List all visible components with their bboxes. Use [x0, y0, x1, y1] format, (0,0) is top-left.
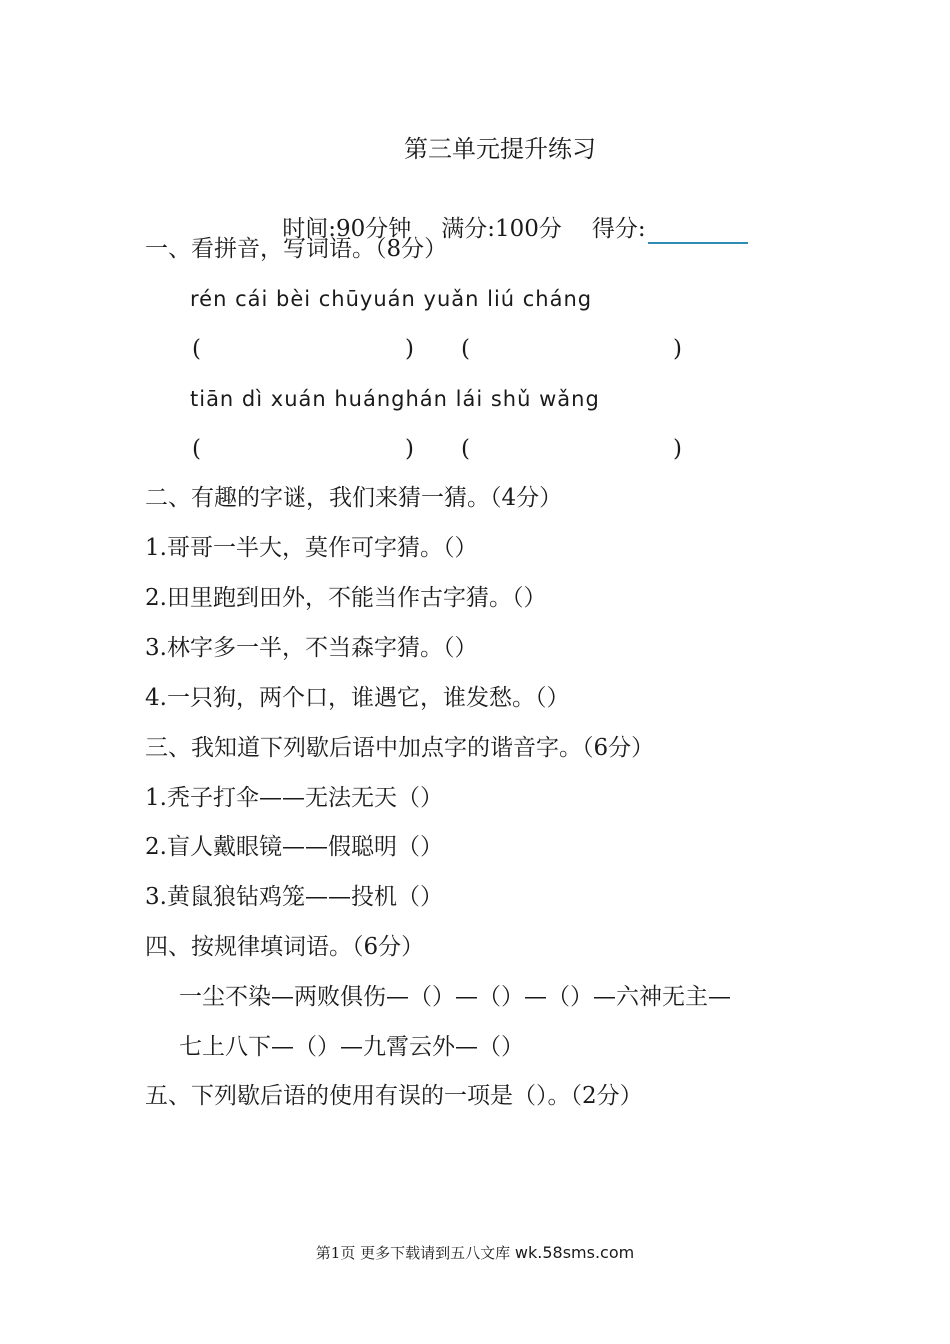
answer-paren-close: )	[405, 436, 414, 462]
section-1-heading: 一、看拼音，写词语。（8分）	[145, 236, 448, 262]
riddle-item: 4.一只狗，两个口，谁遇它，谁发愁。（）	[145, 685, 570, 711]
answer-paren-open: (	[192, 336, 201, 362]
section-4-heading: 四、按规律填词语。（6分）	[145, 934, 425, 960]
score-label: 得分:	[591, 216, 646, 242]
answer-paren-close: )	[673, 436, 682, 462]
xiehouyu-item: 1.秃子打伞——无法无天（）	[145, 785, 443, 811]
answer-paren-open: (	[461, 436, 470, 462]
pinyin-row-2: tiān dì xuán huánghán lái shǔ wǎng	[190, 387, 600, 411]
section-5-heading: 五、下列歇后语的使用有误的一项是（）。（2分）	[145, 1083, 643, 1109]
section-3-heading: 三、我知道下列歇后语中加点字的谐音字。（6分）	[145, 735, 655, 761]
riddle-item: 2.田里跑到田外，不能当作古字猜。（）	[145, 585, 547, 611]
pattern-line-1: 一尘不染—两败俱伤—（）—（）—（）—六神无主—	[179, 984, 731, 1010]
section-2-heading: 二、有趣的字谜，我们来猜一猜。（4分）	[145, 485, 563, 511]
pinyin-row-1: rén cái bèi chūyuán yuǎn liú cháng	[190, 287, 593, 311]
answer-paren-close: )	[673, 336, 682, 362]
riddle-item: 3.林字多一半，不当森字猜。（）	[145, 635, 478, 661]
footer-page-text: 第1页 更多下载请到五八文库	[315, 1244, 511, 1262]
answer-paren-open: (	[461, 336, 470, 362]
page-footer	[0, 1242, 950, 1264]
xiehouyu-item: 2.盲人戴眼镜——假聪明（）	[145, 834, 443, 860]
answer-paren-close: )	[405, 336, 414, 362]
footer-site-link[interactable]: wk.58sms.com	[514, 1243, 635, 1262]
answer-paren-open: (	[192, 436, 201, 462]
page-title: 第三单元提升练习	[404, 135, 596, 163]
score-blank[interactable]	[648, 216, 748, 244]
time-limit: 时间:90分钟	[282, 216, 412, 242]
riddle-item: 1.哥哥一半大，莫作可字猜。（）	[145, 535, 478, 561]
xiehouyu-item: 3.黄鼠狼钻鸡笼——投机（）	[145, 884, 443, 910]
pattern-line-2: 七上八下—（）—九霄云外—（）	[179, 1034, 524, 1060]
full-score: 满分:100分	[441, 216, 562, 242]
